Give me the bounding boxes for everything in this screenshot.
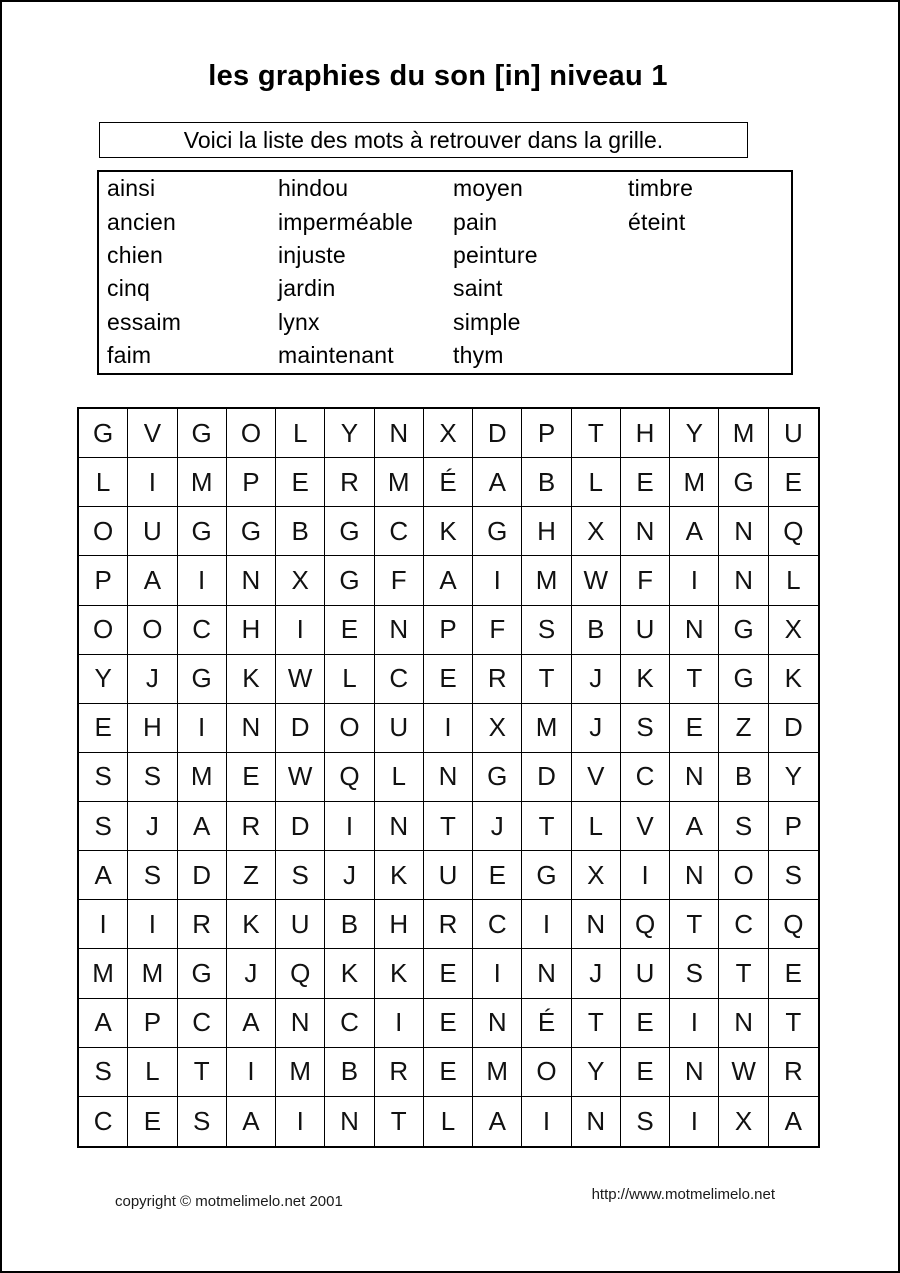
grid-cell: N: [375, 802, 424, 851]
word-list-item: ancien: [107, 208, 176, 235]
grid-cell: B: [325, 900, 374, 949]
grid-cell: E: [424, 999, 473, 1048]
grid-cell: W: [572, 556, 621, 605]
grid-cell: I: [670, 1097, 719, 1146]
grid-cell: V: [572, 753, 621, 802]
grid-cell: S: [79, 753, 128, 802]
grid-cell: K: [375, 851, 424, 900]
word-list-item: imperméable: [278, 208, 414, 235]
grid-cell: K: [769, 655, 818, 704]
grid-cell: D: [769, 704, 818, 753]
grid-cell: A: [473, 1097, 522, 1146]
grid-cell: L: [276, 409, 325, 458]
grid-cell: J: [473, 802, 522, 851]
grid-cell: S: [522, 606, 571, 655]
grid-cell: C: [621, 753, 670, 802]
grid-cell: M: [522, 556, 571, 605]
grid-cell: S: [128, 753, 177, 802]
word-list-item: faim: [107, 342, 152, 369]
grid-cell: N: [719, 999, 768, 1048]
grid-cell: D: [473, 409, 522, 458]
grid-cell: M: [522, 704, 571, 753]
grid-cell: D: [276, 802, 325, 851]
grid-cell: H: [375, 900, 424, 949]
grid-cell: C: [375, 655, 424, 704]
word-list-item: peinture: [453, 241, 538, 268]
instruction-text: Voici la liste des mots à retrouver dans la grille.: [183, 126, 664, 153]
grid-cell: T: [670, 900, 719, 949]
grid-cell: E: [424, 1048, 473, 1097]
grid-cell: I: [424, 704, 473, 753]
grid-cell: É: [424, 458, 473, 507]
grid-cell: G: [325, 507, 374, 556]
grid-cell: H: [522, 507, 571, 556]
grid-cell: J: [572, 704, 621, 753]
copyright-text: copyright © motmelimelo.net 2001: [115, 1193, 343, 1210]
grid-cell: I: [178, 556, 227, 605]
grid-cell: G: [178, 409, 227, 458]
grid-cell: D: [276, 704, 325, 753]
word-list-item: saint: [453, 275, 503, 302]
grid-cell: A: [79, 851, 128, 900]
grid-cell: N: [424, 753, 473, 802]
grid-cell: L: [325, 655, 374, 704]
grid-cell: X: [276, 556, 325, 605]
grid-cell: N: [621, 507, 670, 556]
grid-cell: R: [325, 458, 374, 507]
grid-cell: I: [325, 802, 374, 851]
grid-cell: M: [719, 409, 768, 458]
grid-cell: E: [227, 753, 276, 802]
grid-cell: P: [79, 556, 128, 605]
website-url-text: http://www.motmelimelo.net: [591, 1186, 775, 1203]
word-list-item: éteint: [628, 208, 686, 235]
grid-cell: L: [572, 458, 621, 507]
grid-cell: T: [375, 1097, 424, 1146]
grid-cell: M: [178, 753, 227, 802]
grid-cell: N: [227, 704, 276, 753]
grid-cell: G: [719, 606, 768, 655]
grid-cell: D: [178, 851, 227, 900]
grid-cell: I: [178, 704, 227, 753]
grid-cell: J: [325, 851, 374, 900]
grid-cell: E: [424, 949, 473, 998]
grid-cell: E: [769, 949, 818, 998]
grid-cell: T: [670, 655, 719, 704]
grid-cell: E: [325, 606, 374, 655]
grid-cell: R: [227, 802, 276, 851]
grid-cell: S: [178, 1097, 227, 1146]
grid-cell: I: [276, 606, 325, 655]
grid-cell: G: [227, 507, 276, 556]
grid-cell: B: [276, 507, 325, 556]
grid-cell: I: [375, 999, 424, 1048]
grid-cell: J: [128, 655, 177, 704]
word-list-item: lynx: [278, 308, 320, 335]
grid-cell: K: [227, 655, 276, 704]
grid-cell: S: [79, 802, 128, 851]
grid-cell: K: [325, 949, 374, 998]
grid-cell: O: [522, 1048, 571, 1097]
word-list-item: ainsi: [107, 175, 156, 202]
grid-cell: A: [424, 556, 473, 605]
grid-cell: L: [79, 458, 128, 507]
grid-cell: I: [522, 1097, 571, 1146]
grid-cell: E: [473, 851, 522, 900]
grid-cell: Q: [769, 507, 818, 556]
grid-cell: W: [276, 655, 325, 704]
grid-cell: S: [621, 1097, 670, 1146]
grid-cell: X: [719, 1097, 768, 1146]
word-list-item: injuste: [278, 241, 346, 268]
grid-cell: L: [424, 1097, 473, 1146]
word-list-item: moyen: [453, 175, 524, 202]
grid-cell: G: [178, 655, 227, 704]
grid-cell: G: [473, 507, 522, 556]
grid-cell: R: [769, 1048, 818, 1097]
grid-cell: J: [128, 802, 177, 851]
grid-cell: O: [128, 606, 177, 655]
grid-cell: X: [769, 606, 818, 655]
grid-cell: M: [79, 949, 128, 998]
grid-cell: T: [178, 1048, 227, 1097]
grid-cell: N: [325, 1097, 374, 1146]
grid-cell: Y: [572, 1048, 621, 1097]
grid-cell: F: [621, 556, 670, 605]
grid-cell: M: [276, 1048, 325, 1097]
grid-cell: G: [178, 949, 227, 998]
grid-cell: E: [670, 704, 719, 753]
grid-cell: D: [522, 753, 571, 802]
grid-cell: Q: [621, 900, 670, 949]
word-list-item: timbre: [628, 175, 694, 202]
grid-cell: N: [522, 949, 571, 998]
grid-cell: L: [572, 802, 621, 851]
grid-cell: Y: [325, 409, 374, 458]
grid-cell: N: [473, 999, 522, 1048]
grid-cell: M: [473, 1048, 522, 1097]
grid-cell: P: [769, 802, 818, 851]
grid-cell: B: [325, 1048, 374, 1097]
grid-cell: C: [325, 999, 374, 1048]
grid-cell: U: [621, 949, 670, 998]
grid-cell: N: [719, 507, 768, 556]
grid-cell: X: [424, 409, 473, 458]
grid-cell: U: [621, 606, 670, 655]
grid-cell: A: [227, 1097, 276, 1146]
grid-cell: G: [178, 507, 227, 556]
grid-cell: N: [375, 606, 424, 655]
grid-cell: B: [572, 606, 621, 655]
grid-cell: M: [375, 458, 424, 507]
grid-cell: H: [621, 409, 670, 458]
grid-cell: Q: [325, 753, 374, 802]
word-list-item: simple: [453, 308, 521, 335]
grid-cell: G: [79, 409, 128, 458]
word-list-item: cinq: [107, 275, 150, 302]
grid-cell: K: [621, 655, 670, 704]
word-search-grid: [77, 407, 820, 1148]
grid-cell: G: [719, 458, 768, 507]
grid-cell: E: [769, 458, 818, 507]
grid-cell: O: [79, 507, 128, 556]
grid-cell: É: [522, 999, 571, 1048]
word-list: [97, 170, 793, 375]
grid-cell: N: [375, 409, 424, 458]
grid-cell: C: [178, 606, 227, 655]
grid-cell: P: [128, 999, 177, 1048]
grid-cell: T: [572, 999, 621, 1048]
grid-cell: P: [227, 458, 276, 507]
grid-cell: I: [670, 999, 719, 1048]
grid-cell: G: [473, 753, 522, 802]
grid-cell: V: [128, 409, 177, 458]
word-list-item: essaim: [107, 308, 182, 335]
grid-cell: T: [719, 949, 768, 998]
grid-cell: I: [670, 556, 719, 605]
grid-cell: R: [375, 1048, 424, 1097]
grid-cell: B: [719, 753, 768, 802]
grid-cell: S: [719, 802, 768, 851]
grid-cell: N: [670, 851, 719, 900]
grid-cell: E: [79, 704, 128, 753]
grid-cell: Z: [227, 851, 276, 900]
grid-cell: N: [719, 556, 768, 605]
grid-cell: E: [424, 655, 473, 704]
grid-cell: A: [670, 507, 719, 556]
grid-cell: S: [276, 851, 325, 900]
grid-cell: R: [178, 900, 227, 949]
grid-cell: A: [128, 556, 177, 605]
word-list-item: hindou: [278, 175, 349, 202]
grid-cell: Z: [719, 704, 768, 753]
grid-cell: A: [473, 458, 522, 507]
grid-cell: R: [473, 655, 522, 704]
grid-cell: I: [522, 900, 571, 949]
grid-cell: I: [473, 949, 522, 998]
grid-cell: C: [719, 900, 768, 949]
grid-cell: W: [719, 1048, 768, 1097]
grid-cell: N: [572, 900, 621, 949]
grid-cell: S: [79, 1048, 128, 1097]
grid-cell: B: [522, 458, 571, 507]
grid-cell: A: [784, 1105, 803, 1136]
grid-cell: W: [276, 753, 325, 802]
grid-cell: I: [79, 900, 128, 949]
grid-cell: I: [276, 1097, 325, 1146]
grid-cell: E: [276, 458, 325, 507]
grid-cell: T: [424, 802, 473, 851]
grid-cell: S: [769, 851, 818, 900]
grid-cell: M: [670, 458, 719, 507]
grid-cell: X: [572, 851, 621, 900]
grid-cell: Y: [79, 655, 128, 704]
grid-cell: N: [572, 1097, 621, 1146]
grid-cell: A: [670, 802, 719, 851]
grid-cell: Y: [769, 753, 818, 802]
word-list-item: maintenant: [278, 342, 394, 369]
grid-cell: F: [473, 606, 522, 655]
grid-cell: U: [375, 704, 424, 753]
grid-cell: L: [375, 753, 424, 802]
word-list-item: jardin: [278, 275, 336, 302]
grid-cell: N: [670, 1048, 719, 1097]
grid-cell: E: [128, 1097, 177, 1146]
grid-cell: N: [670, 606, 719, 655]
grid-cell: I: [473, 556, 522, 605]
grid-cell: G: [325, 556, 374, 605]
grid-cell: E: [621, 1048, 670, 1097]
grid-cell: J: [572, 949, 621, 998]
grid-cell: C: [473, 900, 522, 949]
grid-cell: G: [522, 851, 571, 900]
grid-cell: F: [375, 556, 424, 605]
grid-cell: T: [522, 802, 571, 851]
grid-cell: A: [227, 999, 276, 1048]
grid-cell: X: [572, 507, 621, 556]
word-list-item: chien: [107, 241, 163, 268]
grid-cell: Y: [670, 409, 719, 458]
word-list-item: thym: [453, 342, 504, 369]
grid-cell: O: [79, 606, 128, 655]
grid-cell: I: [621, 851, 670, 900]
grid-cell: T: [572, 409, 621, 458]
grid-cell: I: [128, 458, 177, 507]
grid-cell: K: [227, 900, 276, 949]
grid-cell: C: [79, 1097, 128, 1146]
grid-cell: Q: [276, 949, 325, 998]
grid-cell: C: [375, 507, 424, 556]
grid-cell: E: [621, 999, 670, 1048]
grid-cell: N: [670, 753, 719, 802]
word-list-item: pain: [453, 208, 498, 235]
grid-cell: T: [769, 999, 818, 1048]
grid-cell: T: [522, 655, 571, 704]
grid-cell: A: [79, 999, 128, 1048]
grid-cell: J: [572, 655, 621, 704]
grid-cell: C: [178, 999, 227, 1048]
grid-cell: H: [227, 606, 276, 655]
grid-cell: G: [719, 655, 768, 704]
grid-cell: S: [128, 851, 177, 900]
grid-cell: A: [178, 802, 227, 851]
grid-cell: H: [128, 704, 177, 753]
grid-cell: U: [424, 851, 473, 900]
grid-cell: K: [424, 507, 473, 556]
grid-cell: O: [227, 409, 276, 458]
grid-cell: I: [227, 1048, 276, 1097]
grid-cell: M: [178, 458, 227, 507]
grid-cell: M: [128, 949, 177, 998]
grid-cell: P: [424, 606, 473, 655]
grid-cell: R: [424, 900, 473, 949]
grid-cell: P: [522, 409, 571, 458]
grid-cell: I: [128, 900, 177, 949]
instruction-box: [99, 122, 748, 158]
grid-cell: U: [128, 507, 177, 556]
grid-cell: N: [276, 999, 325, 1048]
grid-cell: V: [621, 802, 670, 851]
grid-cell: K: [375, 949, 424, 998]
grid-cell: U: [276, 900, 325, 949]
grid-cell: J: [227, 949, 276, 998]
grid-cell: L: [128, 1048, 177, 1097]
grid-cell: E: [621, 458, 670, 507]
grid-cell: U: [769, 409, 818, 458]
grid-cell: L: [769, 556, 818, 605]
grid-cell: Q: [769, 900, 818, 949]
page-title: les graphies du son [in] niveau 1: [208, 60, 668, 92]
grid-cell: X: [473, 704, 522, 753]
grid-cell: O: [325, 704, 374, 753]
grid-cell: N: [227, 556, 276, 605]
grid-cell: S: [621, 704, 670, 753]
grid-cell: S: [670, 949, 719, 998]
grid-cell: O: [719, 851, 768, 900]
